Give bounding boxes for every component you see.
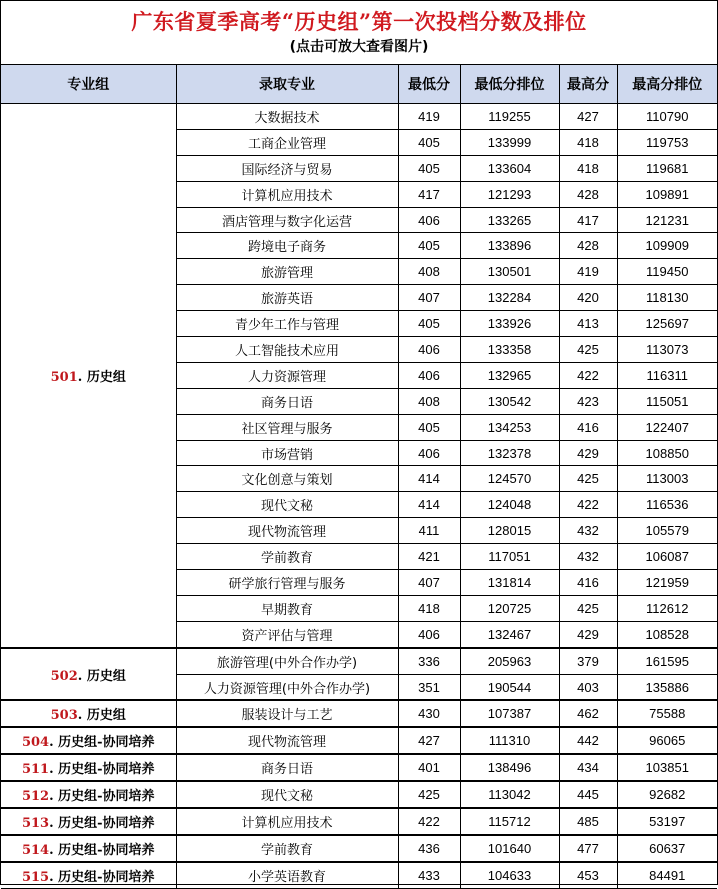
group-cell bbox=[1, 835, 176, 862]
min-rank-cell: 138496 bbox=[460, 754, 559, 781]
group-name: . 历史组-协同培养 bbox=[49, 735, 155, 751]
min-rank-cell: 115712 bbox=[460, 808, 559, 835]
max-rank-cell: 53197 bbox=[617, 808, 717, 835]
major-cell: 现代文秘 bbox=[176, 781, 398, 808]
group-name: . 历史组 bbox=[77, 668, 126, 684]
min-score-cell: 405 bbox=[398, 414, 460, 440]
max-score-cell: 379 bbox=[559, 648, 617, 674]
max-rank-cell: 119450 bbox=[617, 259, 717, 285]
max-rank-cell: 121231 bbox=[617, 207, 717, 233]
max-rank-cell: 96065 bbox=[617, 727, 717, 754]
max-rank-cell: 92682 bbox=[617, 781, 717, 808]
max-rank-cell: 116536 bbox=[617, 492, 717, 518]
group-code: 513 bbox=[21, 815, 50, 831]
page-subtitle: (点击可放大查看图片) bbox=[289, 39, 429, 55]
major-cell: 现代物流管理 bbox=[176, 727, 398, 754]
max-score-cell: 428 bbox=[559, 181, 617, 207]
max-rank-cell: 115051 bbox=[617, 388, 717, 414]
table-row bbox=[1, 700, 717, 727]
max-score-cell: 423 bbox=[559, 388, 617, 414]
min-score-cell: 418 bbox=[398, 595, 460, 621]
group-code: 511 bbox=[21, 762, 50, 778]
min-rank-cell: 133604 bbox=[460, 155, 559, 181]
max-score-cell: 462 bbox=[559, 700, 617, 727]
group-code: 501 bbox=[50, 369, 78, 385]
header-max-rank: 最高分排位 bbox=[617, 65, 717, 104]
min-rank-cell: 132965 bbox=[460, 362, 559, 388]
min-score-cell: 425 bbox=[398, 781, 460, 808]
max-rank-cell: 105579 bbox=[617, 518, 717, 544]
max-rank-cell: 75588 bbox=[617, 700, 717, 727]
min-score-cell: 401 bbox=[398, 754, 460, 781]
min-rank-cell: 107387 bbox=[460, 700, 559, 727]
min-score-cell: 406 bbox=[398, 362, 460, 388]
min-score-cell: 405 bbox=[398, 155, 460, 181]
major-cell: 早期教育 bbox=[176, 595, 398, 621]
min-rank-cell: 104633 bbox=[460, 862, 559, 888]
major-cell: 学前教育 bbox=[176, 544, 398, 570]
major-cell: 商务日语 bbox=[176, 754, 398, 781]
min-score-cell: 436 bbox=[398, 835, 460, 862]
min-rank-cell: 128015 bbox=[460, 518, 559, 544]
group-name: . 历史组-协同培养 bbox=[49, 869, 155, 885]
group-name: . 历史组-协同培养 bbox=[49, 762, 155, 778]
header-min-score: 最低分 bbox=[398, 65, 460, 104]
group-code: 502 bbox=[50, 668, 78, 684]
min-rank-cell: 134253 bbox=[460, 414, 559, 440]
min-score-cell: 406 bbox=[398, 440, 460, 466]
max-rank-cell: 161595 bbox=[617, 648, 717, 674]
group-code: 515 bbox=[21, 869, 50, 885]
min-score-cell: 421 bbox=[398, 544, 460, 570]
max-rank-cell: 108850 bbox=[617, 440, 717, 466]
major-cell: 大数据技术 bbox=[176, 104, 398, 130]
major-cell: 酒店管理与数字化运营 bbox=[176, 207, 398, 233]
min-rank-cell: 111310 bbox=[460, 727, 559, 754]
group-cell bbox=[1, 808, 176, 835]
min-score-cell: 408 bbox=[398, 388, 460, 414]
min-rank-cell: 120725 bbox=[460, 595, 559, 621]
major-cell: 国际经济与贸易 bbox=[176, 155, 398, 181]
major-cell: 旅游英语 bbox=[176, 285, 398, 311]
group-name: . 历史组-协同培养 bbox=[49, 789, 155, 805]
max-score-cell: 425 bbox=[559, 337, 617, 363]
max-rank-cell: 122407 bbox=[617, 414, 717, 440]
major-cell: 商务日语 bbox=[176, 388, 398, 414]
group-code: 503 bbox=[50, 708, 78, 724]
max-score-cell: 403 bbox=[559, 674, 617, 700]
max-score-cell: 425 bbox=[559, 595, 617, 621]
table-body bbox=[1, 104, 717, 889]
min-score-cell: 419 bbox=[398, 104, 460, 130]
major-cell: 学前教育 bbox=[176, 835, 398, 862]
major-cell: 工商企业管理 bbox=[176, 129, 398, 155]
max-score-cell: 419 bbox=[559, 259, 617, 285]
max-score-cell: 416 bbox=[559, 414, 617, 440]
major-cell: 计算机应用技术 bbox=[176, 181, 398, 207]
group-cell bbox=[1, 862, 176, 888]
min-rank-cell: 132378 bbox=[460, 440, 559, 466]
max-score-cell: 453 bbox=[559, 862, 617, 888]
min-rank-cell: 133265 bbox=[460, 207, 559, 233]
min-rank-cell: 133999 bbox=[460, 129, 559, 155]
table-row bbox=[1, 808, 717, 835]
max-rank-cell: 113003 bbox=[617, 466, 717, 492]
table-row bbox=[1, 754, 717, 781]
min-score-cell: 414 bbox=[398, 466, 460, 492]
max-score-cell: 427 bbox=[559, 104, 617, 130]
table-row bbox=[1, 104, 717, 130]
max-score-cell: 418 bbox=[559, 129, 617, 155]
major-cell: 社区管理与服务 bbox=[176, 414, 398, 440]
min-score-cell: 336 bbox=[398, 648, 460, 674]
max-rank-cell: 119681 bbox=[617, 155, 717, 181]
min-rank-cell: 133358 bbox=[460, 337, 559, 363]
major-cell: 人力资源管理 bbox=[176, 362, 398, 388]
max-rank-cell: 121959 bbox=[617, 570, 717, 596]
min-score-cell: 405 bbox=[398, 311, 460, 337]
min-score-cell: 408 bbox=[398, 259, 460, 285]
group-cell bbox=[1, 781, 176, 808]
group-cell bbox=[1, 754, 176, 781]
max-score-cell: 485 bbox=[559, 808, 617, 835]
header-major: 录取专业 bbox=[176, 65, 398, 104]
min-score-cell: 433 bbox=[398, 862, 460, 888]
score-table bbox=[1, 65, 717, 889]
group-cell bbox=[1, 700, 176, 727]
major-cell: 资产评估与管理 bbox=[176, 621, 398, 647]
max-rank-cell: 118130 bbox=[617, 285, 717, 311]
min-rank-cell: 130501 bbox=[460, 259, 559, 285]
max-rank-cell: 125697 bbox=[617, 311, 717, 337]
min-score-cell: 407 bbox=[398, 570, 460, 596]
table-row bbox=[1, 781, 717, 808]
max-rank-cell: 135886 bbox=[617, 674, 717, 700]
max-rank-cell: 108528 bbox=[617, 621, 717, 647]
table-row bbox=[1, 862, 717, 888]
min-score-cell: 407 bbox=[398, 285, 460, 311]
min-rank-cell: 132467 bbox=[460, 621, 559, 647]
major-cell: 文化创意与策划 bbox=[176, 466, 398, 492]
max-score-cell: 422 bbox=[559, 362, 617, 388]
major-cell: 小学英语教育 bbox=[176, 862, 398, 888]
major-cell: 现代物流管理 bbox=[176, 518, 398, 544]
group-code: 504 bbox=[21, 735, 50, 751]
major-cell: 市场营销 bbox=[176, 440, 398, 466]
header-row bbox=[1, 65, 717, 104]
max-score-cell: 418 bbox=[559, 155, 617, 181]
max-score-cell: 428 bbox=[559, 233, 617, 259]
group-code: 512 bbox=[21, 789, 50, 805]
major-cell: 跨境电子商务 bbox=[176, 233, 398, 259]
min-score-cell: 405 bbox=[398, 233, 460, 259]
header-group: 专业组 bbox=[1, 65, 176, 104]
group-name: . 历史组-协同培养 bbox=[49, 842, 155, 858]
max-rank-cell: 116311 bbox=[617, 362, 717, 388]
group-cell bbox=[1, 648, 176, 701]
max-rank-cell: 109891 bbox=[617, 181, 717, 207]
table-row bbox=[1, 727, 717, 754]
min-rank-cell: 133896 bbox=[460, 233, 559, 259]
major-cell: 计算机应用技术 bbox=[176, 808, 398, 835]
min-score-cell: 406 bbox=[398, 621, 460, 647]
group-name: . 历史组 bbox=[77, 369, 126, 385]
major-cell: 人力资源管理(中外合作办学) bbox=[176, 674, 398, 700]
header-min-rank: 最低分排位 bbox=[460, 65, 559, 104]
min-rank-cell: 124048 bbox=[460, 492, 559, 518]
group-name: . 历史组 bbox=[77, 708, 126, 724]
max-rank-cell: 119753 bbox=[617, 129, 717, 155]
group-cell bbox=[1, 104, 176, 648]
max-score-cell: 413 bbox=[559, 311, 617, 337]
min-rank-cell: 132284 bbox=[460, 285, 559, 311]
max-score-cell: 432 bbox=[559, 544, 617, 570]
min-rank-cell: 124570 bbox=[460, 466, 559, 492]
max-rank-cell: 113073 bbox=[617, 337, 717, 363]
min-score-cell: 417 bbox=[398, 181, 460, 207]
max-rank-cell: 112612 bbox=[617, 595, 717, 621]
max-score-cell: 416 bbox=[559, 570, 617, 596]
table-row bbox=[1, 648, 717, 674]
max-rank-cell: 103851 bbox=[617, 754, 717, 781]
min-rank-cell: 133926 bbox=[460, 311, 559, 337]
max-score-cell: 425 bbox=[559, 466, 617, 492]
max-score-cell: 429 bbox=[559, 621, 617, 647]
max-score-cell: 429 bbox=[559, 440, 617, 466]
max-score-cell: 477 bbox=[559, 835, 617, 862]
min-score-cell: 406 bbox=[398, 337, 460, 363]
min-score-cell: 406 bbox=[398, 207, 460, 233]
min-score-cell: 430 bbox=[398, 700, 460, 727]
major-cell: 服装设计与工艺 bbox=[176, 700, 398, 727]
min-score-cell: 405 bbox=[398, 129, 460, 155]
min-rank-cell: 131814 bbox=[460, 570, 559, 596]
min-score-cell: 427 bbox=[398, 727, 460, 754]
header-max-score: 最高分 bbox=[559, 65, 617, 104]
max-rank-cell: 60637 bbox=[617, 835, 717, 862]
page-title: 广东省夏季高考“历史组”第一次投档分数及排位 bbox=[131, 9, 587, 34]
min-score-cell: 414 bbox=[398, 492, 460, 518]
min-rank-cell: 119255 bbox=[460, 104, 559, 130]
group-code: 514 bbox=[21, 842, 50, 858]
max-score-cell: 432 bbox=[559, 518, 617, 544]
max-score-cell: 420 bbox=[559, 285, 617, 311]
min-rank-cell: 117051 bbox=[460, 544, 559, 570]
min-rank-cell: 113042 bbox=[460, 781, 559, 808]
max-score-cell: 422 bbox=[559, 492, 617, 518]
max-score-cell: 442 bbox=[559, 727, 617, 754]
title-block bbox=[1, 1, 717, 65]
min-rank-cell: 121293 bbox=[460, 181, 559, 207]
table-row bbox=[1, 835, 717, 862]
min-rank-cell: 130542 bbox=[460, 388, 559, 414]
max-rank-cell: 109909 bbox=[617, 233, 717, 259]
group-name: . 历史组-协同培养 bbox=[49, 815, 155, 831]
max-score-cell: 445 bbox=[559, 781, 617, 808]
max-score-cell: 417 bbox=[559, 207, 617, 233]
group-cell bbox=[1, 727, 176, 754]
max-score-cell: 434 bbox=[559, 754, 617, 781]
major-cell: 人工智能技术应用 bbox=[176, 337, 398, 363]
min-rank-cell: 101640 bbox=[460, 835, 559, 862]
min-score-cell: 422 bbox=[398, 808, 460, 835]
max-rank-cell: 106087 bbox=[617, 544, 717, 570]
min-score-cell: 411 bbox=[398, 518, 460, 544]
major-cell: 现代文秘 bbox=[176, 492, 398, 518]
min-rank-cell: 205963 bbox=[460, 648, 559, 674]
major-cell: 旅游管理 bbox=[176, 259, 398, 285]
major-cell: 旅游管理(中外合作办学) bbox=[176, 648, 398, 674]
major-cell: 研学旅行管理与服务 bbox=[176, 570, 398, 596]
max-rank-cell: 84491 bbox=[617, 862, 717, 888]
major-cell: 青少年工作与管理 bbox=[176, 311, 398, 337]
min-score-cell: 351 bbox=[398, 674, 460, 700]
max-rank-cell: 110790 bbox=[617, 104, 717, 130]
min-rank-cell: 190544 bbox=[460, 674, 559, 700]
